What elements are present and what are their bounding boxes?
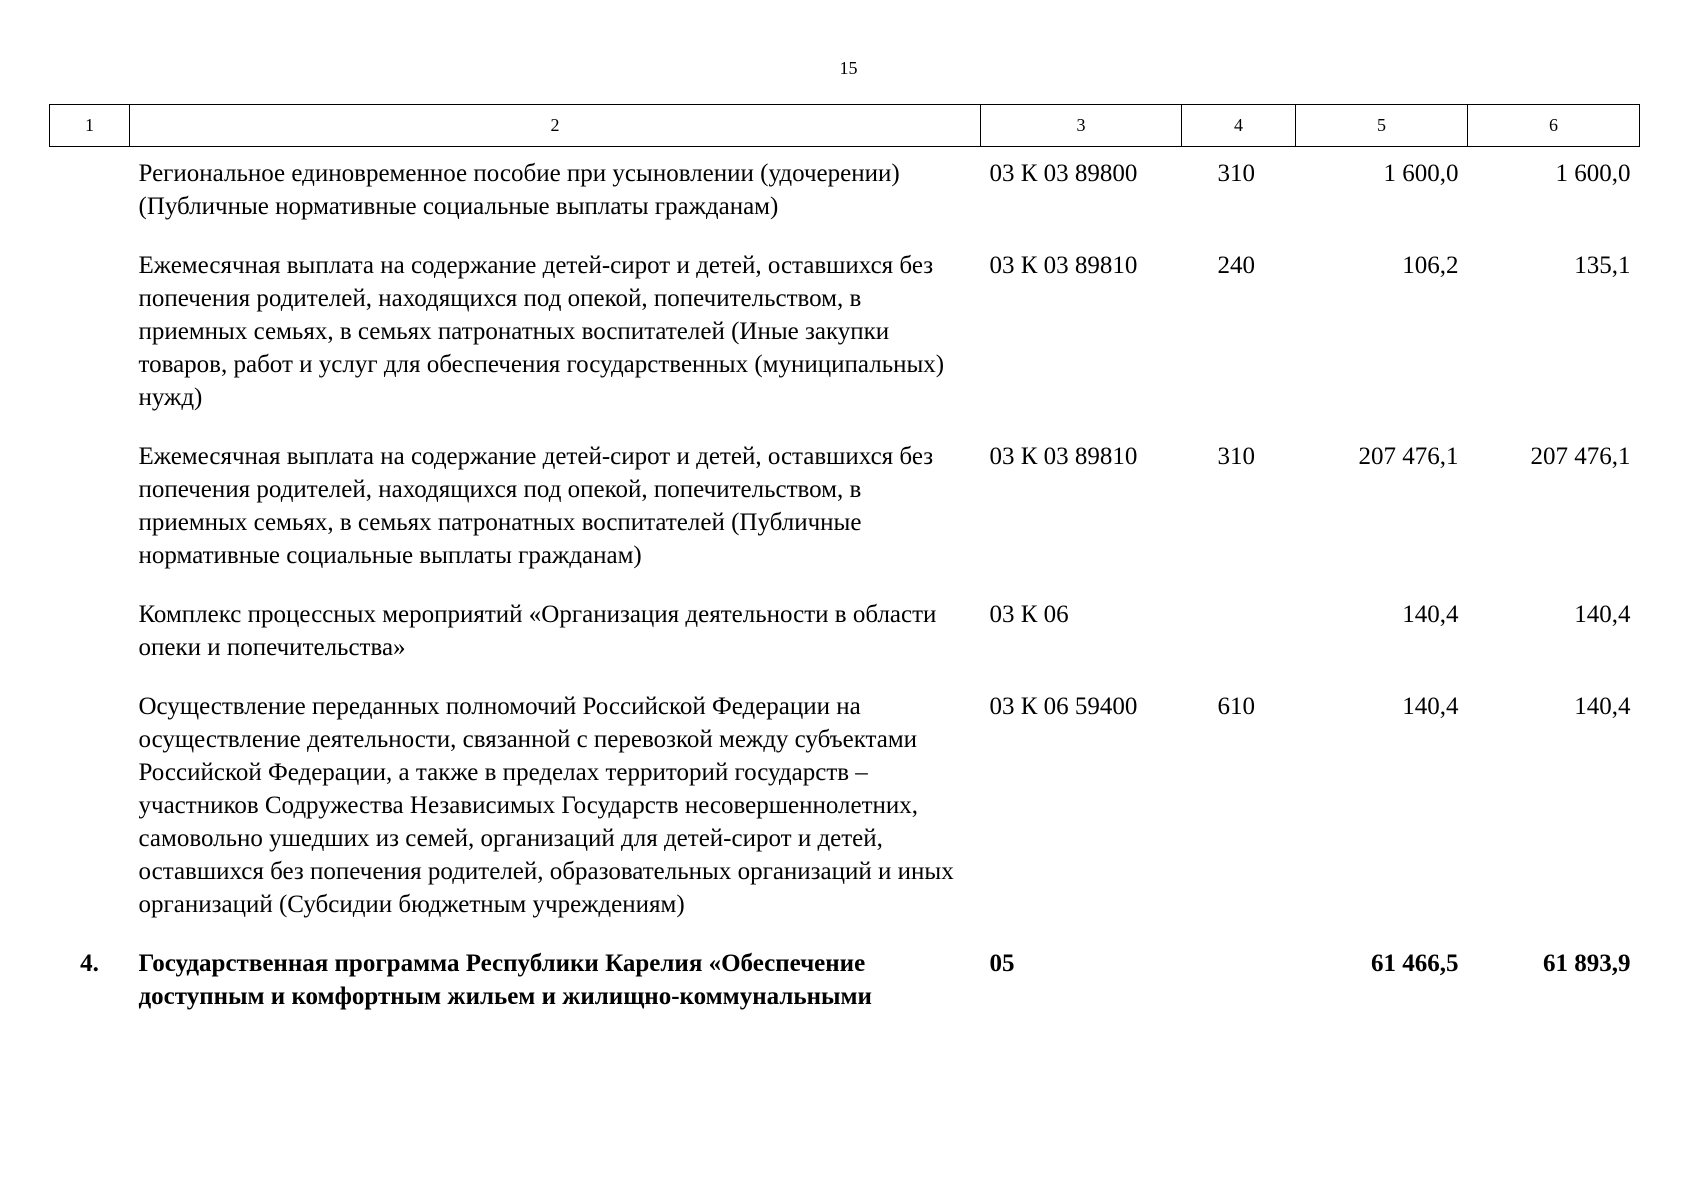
row-number: 4. [80, 950, 99, 977]
row-expense-type: 310 [1217, 160, 1255, 187]
row-amount-2: 207 476,1 [1530, 443, 1631, 470]
table-row [50, 588, 1640, 680]
row-number [50, 680, 130, 937]
row-name: Ежемесячная выплата на содержание детей-сирот и детей, оставшихся без попечения родителей, находящихся под опекой, попечительством, в приемных семьях, в семьях патронатных воспитателей (Публичные нормативные социальные выплаты гражданам) [138, 443, 934, 569]
row-expense-type: 240 [1217, 252, 1255, 279]
row-name: Комплекс процессных мероприятий «Организация деятельности в области опеки и попечительства» [138, 601, 937, 661]
table-row [50, 239, 1640, 430]
table-row [50, 680, 1640, 937]
table-header-row [50, 105, 1640, 147]
row-code: 03 К 03 89810 [989, 443, 1138, 470]
row-code: 03 К 03 89800 [989, 160, 1138, 187]
row-code: 03 К 06 59400 [989, 693, 1138, 720]
row-code: 03 К 06 [989, 601, 1069, 628]
table-row-program [50, 937, 1640, 1029]
budget-table [49, 104, 1640, 1029]
column-header-1: 1 [50, 105, 130, 147]
row-amount-1: 140,4 [1402, 601, 1459, 628]
table-row [50, 430, 1640, 588]
row-name: Государственная программа Республики Карелия «Обеспечение доступным и комфортным жильем и жилищно-коммунальными [138, 950, 872, 1010]
row-name: Осуществление переданных полномочий Российской Федерации на осуществление деятельности, связанной с перевозкой между субъектами Российской Федерации, а также в пределах территорий государств – участников Содружества Независимых Государств несовершеннолетних, самовольно ушедших из семей, организаций для детей-сирот и детей, оставшихся без попечения родителей, образовательных организаций и иных организаций (Субсидии бюджетным учреждениям) [138, 693, 954, 918]
row-amount-2: 61 893,9 [1543, 950, 1631, 977]
row-amount-2: 1 600,0 [1555, 160, 1631, 187]
row-name: Региональное единовременное пособие при усыновлении (удочерении) (Публичные нормативные социальные выплаты гражданам) [138, 160, 900, 220]
row-expense-type [1182, 588, 1296, 680]
row-expense-type [1182, 937, 1296, 1029]
row-amount-1: 61 466,5 [1371, 950, 1459, 977]
row-amount-2: 140,4 [1574, 693, 1631, 720]
row-amount-2: 135,1 [1574, 252, 1631, 279]
row-amount-1: 207 476,1 [1358, 443, 1459, 470]
row-expense-type: 310 [1217, 443, 1255, 470]
row-amount-1: 140,4 [1402, 693, 1459, 720]
column-header-4: 4 [1182, 105, 1296, 147]
column-header-6: 6 [1468, 105, 1640, 147]
row-number [50, 588, 130, 680]
column-header-2: 2 [130, 105, 981, 147]
row-number [50, 430, 130, 588]
row-expense-type: 610 [1217, 693, 1255, 720]
row-code: 03 К 03 89810 [989, 252, 1138, 279]
page-number: 15 [839, 58, 858, 78]
table-row [50, 147, 1640, 240]
column-header-5: 5 [1296, 105, 1468, 147]
row-amount-2: 140,4 [1574, 601, 1631, 628]
row-number [50, 239, 130, 430]
row-code: 05 [989, 950, 1015, 977]
column-header-3: 3 [981, 105, 1182, 147]
row-amount-1: 1 600,0 [1383, 160, 1459, 187]
row-amount-1: 106,2 [1402, 252, 1459, 279]
row-name: Ежемесячная выплата на содержание детей-сирот и детей, оставшихся без попечения родителей, находящихся под опекой, попечительством, в приемных семьях, в семьях патронатных воспитателей (Иные закупки товаров, работ и услуг для обеспечения государственных (муниципальных) нужд) [138, 252, 945, 411]
row-number [50, 147, 130, 240]
